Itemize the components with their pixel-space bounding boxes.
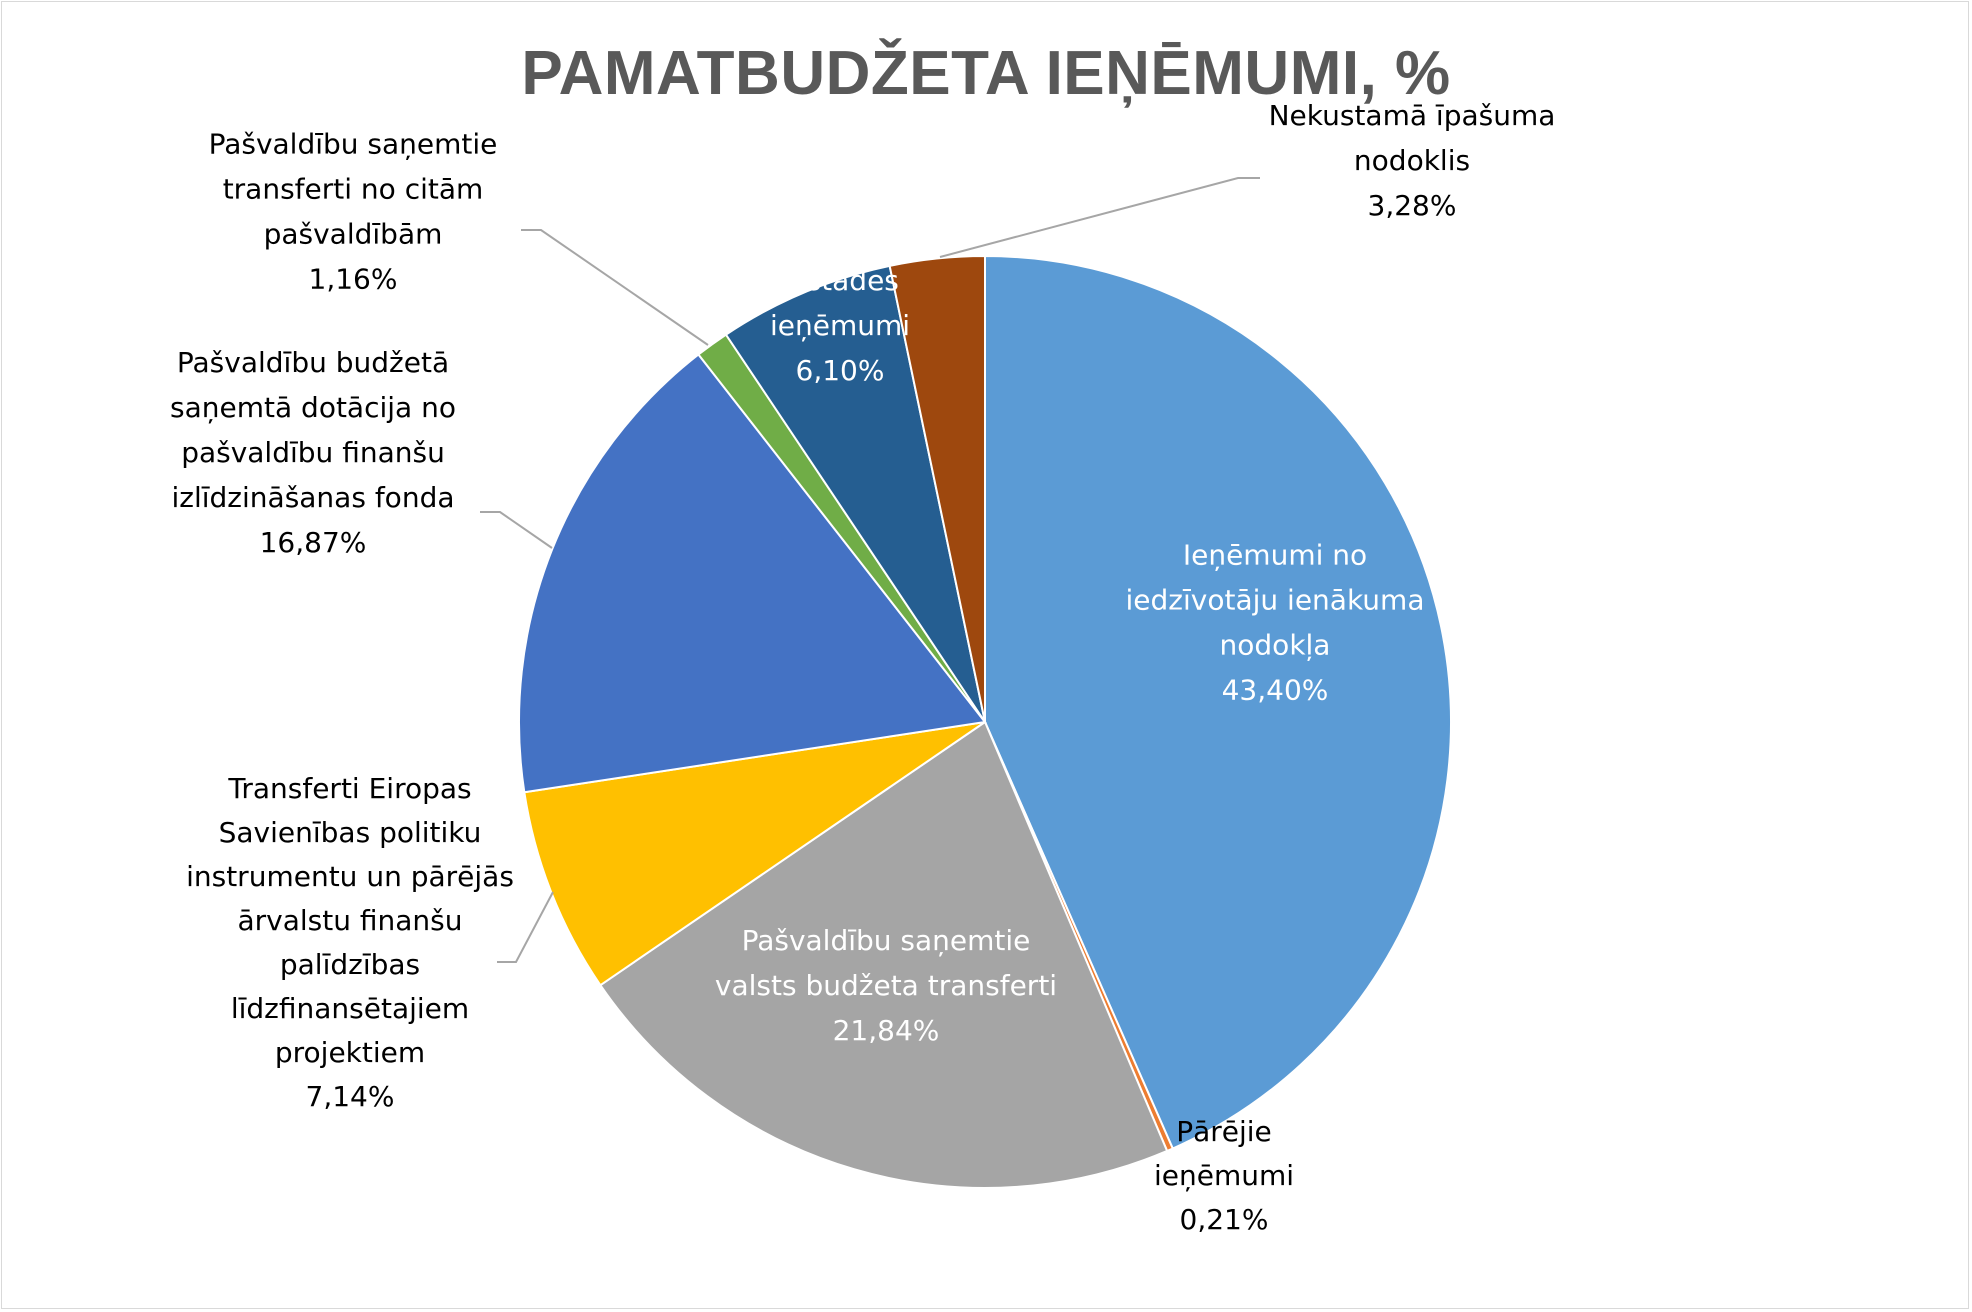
slice-category-label: instrumentu un pārējās bbox=[186, 860, 514, 893]
leader-line-3 bbox=[497, 892, 553, 962]
slice-category-label: transferti no citām bbox=[222, 172, 484, 206]
slice-category-label: Pašvaldību budžetā bbox=[176, 346, 450, 379]
slice-category-label: valsts budžeta transferti bbox=[714, 969, 1058, 1002]
chart-title: PAMATBUDŽETA IEŅĒMUMI, % bbox=[521, 39, 1451, 108]
slice-category-label: Savienības politiku bbox=[218, 816, 482, 849]
slice-value-label: 3,28% bbox=[1367, 189, 1457, 222]
slice-category-label: Pārējie bbox=[1176, 1115, 1272, 1148]
leader-line-5 bbox=[521, 230, 708, 345]
leader-line-4 bbox=[480, 512, 552, 548]
slice-category-label: saņemtā dotācija no bbox=[170, 391, 456, 424]
slice-category-label: Ieņēmumi no bbox=[1182, 538, 1368, 572]
slice-value-label: 43,40% bbox=[1221, 673, 1329, 707]
slice-category-label: Transferti Eiropas bbox=[228, 772, 472, 805]
pie-slices bbox=[519, 256, 1451, 1188]
slice-category-label: līdzfinansētajiem bbox=[230, 992, 470, 1025]
slice-value-label: 7,14% bbox=[305, 1080, 395, 1113]
slice-category-label: nodoklis bbox=[1353, 144, 1471, 177]
slice-category-label: izlīdzināšanas fonda bbox=[171, 481, 455, 514]
slice-category-label: nodokļa bbox=[1219, 628, 1331, 662]
slice-value-label: 1,16% bbox=[308, 262, 398, 296]
slice-category-label: ārvalstu finanšu bbox=[237, 904, 463, 937]
slice-category-label: ieņēmumi bbox=[1153, 1159, 1295, 1192]
slice-category-label: pašvaldībām bbox=[263, 217, 443, 251]
slice-value-label: 21,84% bbox=[832, 1014, 940, 1047]
leader-line-7 bbox=[940, 178, 1260, 257]
slice-label-7 bbox=[1269, 99, 1556, 222]
slice-category-label: Pašvaldību saņemtie bbox=[741, 924, 1031, 957]
slice-category-label: pašvaldību finanšu bbox=[181, 436, 445, 469]
slice-category-label: palīdzības bbox=[279, 948, 421, 981]
slice-value-label: 0,21% bbox=[1179, 1203, 1269, 1236]
slice-category-label: projektiem bbox=[274, 1036, 426, 1069]
slice-category-label: iedzīvotāju ienākuma bbox=[1125, 583, 1425, 617]
slice-category-label: Pašvaldību saņemtie bbox=[208, 127, 498, 161]
slice-category-label: ieņēmumi bbox=[769, 309, 911, 342]
slice-label-3 bbox=[186, 772, 514, 1113]
slice-value-label: 6,10% bbox=[795, 354, 885, 387]
slice-category-label: Nekustamā īpašuma bbox=[1268, 99, 1556, 132]
slice-category-label: Iestādes bbox=[781, 264, 899, 297]
slice-label-5 bbox=[209, 128, 498, 296]
slice-label-4 bbox=[170, 346, 456, 559]
slice-value-label: 16,87% bbox=[259, 526, 367, 559]
